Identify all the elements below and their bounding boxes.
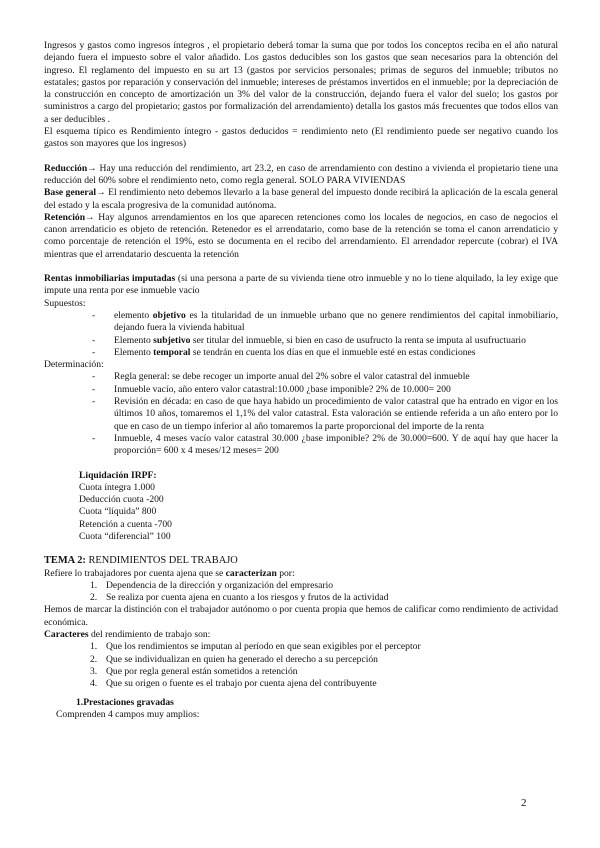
caracteres-list [44, 641, 558, 690]
supuestos-label: Supuestos: [44, 297, 86, 309]
liquidacion-line: Cuota íntegra 1.000 [79, 481, 155, 493]
liquidacion-line: Cuota “líquida” 800 [79, 506, 157, 518]
list-item: - Elemento subjetivo ser titular del inmueble, si bien en caso de usufructo la renta se imputa al usufructuario [44, 335, 558, 347]
rentas-term: Rentas inmobiliarias imputadas [44, 273, 176, 285]
caracteristicas-list [44, 580, 558, 605]
distincion-paragraph: Hemos de marcar la distinción con el trabajador autónomo o por cuenta propia que hemos de calificar como rendimiento de actividad económica. [44, 604, 558, 628]
esquema-paragraph: El esquema típico es Rendimiento íntegro - gastos deducidos = rendimiento neto (El rendimiento puede ser negativo cuando los gastos son mayores que los ingresos) [44, 126, 558, 150]
liquidacion-line: Retención a cuenta -700 [79, 518, 172, 530]
retencion-term: Retención [44, 211, 86, 223]
list-item: 1. Dependencia de la dirección y organización del empresario [90, 579, 334, 591]
supuestos-list [44, 310, 558, 359]
liquidacion-line: Deducción cuota -200 [79, 494, 164, 506]
determinacion-label: Determinación: [44, 359, 104, 371]
liquidacion-line: Cuota “diferencial” 100 [79, 530, 171, 542]
reduccion-paragraph: Reducción→ Hay una reducción del rendimiento, art 23.2, en caso de arrendamiento con destino a vivienda el propietario tiene una reducción del 60% sobre el rendimiento neto, como regla general. SOLO PARA VIVIENDAS [44, 162, 558, 186]
list-item: - elemento objetivo es la titularidad de un inmueble urbano que no genere rendimientos del capital inmobiliario, dejando fuera la vivienda habitual [44, 310, 558, 335]
tema2-heading: TEMA 2: RENDIMIENTOS DEL TRABAJO [44, 555, 238, 567]
refiere-paragraph: Refiere lo trabajadores por cuenta ajena que se caracterizan por: [44, 567, 295, 579]
retencion-paragraph: Retención→ Hay algunos arrendamientos en los que aparecen retenciones como los locales de negocios, en caso de negocios el canon arrendaticio es objeto de retención. Retenedor es el arrendatario, como base de la retención se toma el canon arrendaticio y como porcentaje de retención el 19%, esto se documenta en el recibo del arrendamiento. El arrendador repercute (cobrar) el IVA mientras que el arrendatario descuenta la retención [44, 211, 558, 260]
list-item: 2. Que se individualizan en quien ha generado el derecho a su percepción [90, 653, 378, 665]
list-item: - Revisión en década: en caso de que haya habido un procedimiento de valor catastral que ha entrado en vigor en los últimos 10 años, tomaremos el 1,1% del valor catastral. Esta valoración se entiende referida a un año entero por lo que en caso de un tiempo inferior al año tomaremos la parte proporcional del importe de la renta [44, 396, 558, 433]
base-general-term: Base general [44, 187, 97, 199]
rentas-paragraph: Rentas inmobiliarias imputadas (si una persona a parte de su vivienda tiene otro inmueble y no lo tiene alquilado, la ley exige que impute una renta por ese inmueble vacío [44, 273, 558, 297]
list-item: 4. Que su origen o fuente es el trabajo por cuenta ajena del contribuyente [90, 678, 377, 690]
page-number: 2 [521, 797, 527, 809]
list-item: 2. Se realiza por cuenta ajena en cuanto a los riesgos y frutos de la actividad [90, 592, 389, 604]
list-item: 3. Que por regla general están sometidos a retención [90, 665, 298, 677]
list-item: - Regla general: se debe recoger un importe anual del 2% sobre el valor catastral del inmueble [44, 371, 558, 383]
document-page [44, 40, 558, 721]
prestaciones-text: Comprenden 4 campos muy amplios: [56, 708, 200, 720]
list-item: - Inmueble vacío, año entero valor catastral:10.000 ¿base imponible? 2% de 10.000= 200 [44, 384, 558, 396]
base-general-paragraph: Base general→ El rendimiento neto debemos llevarlo a la base general del impuesto donde recibirá la aplicación de la escala general del estado y la escala progresiva de la comunidad autónoma. [44, 187, 558, 211]
intro-paragraph: Ingresos y gastos como ingresos íntegros , el propietario deberá tomar la suma que por todos los conceptos reciba en el año natural dejando fuera el impuesto sobre el valor añadido. Los gastos deducibles son los gastos que sean necesarios para la obtención del ingreso. El reglamento del impuesto en su art 13 (gastos por servicios personales; primas de seguros del inmueble; tributos no estatales; gastos por reparación y conservación del inmueble; intereses de préstamos invertidos en el inmueble; por la depreciación de la construcción en concepto de amortización un 3% del valor de la construcción, dejando fuera el valor del suelo; los gastos por suministros a cargo del propietario; gastos por formalización del arrendamiento) detalla los gastos más frecuentes que todos ellos van a ser deducibles . [44, 40, 558, 125]
determinacion-list [44, 371, 558, 457]
liquidacion-title: Liquidación IRPF: [79, 469, 157, 481]
list-item: - Elemento temporal se tendrán en cuenta los días en que el inmueble esté en estas condiciones [44, 347, 558, 359]
prestaciones-heading: 1.Prestaciones gravadas [76, 696, 174, 708]
list-item: - Inmueble, 4 meses vacío valor catastral 30.000 ¿base imponible? 2% de 30.000=600. Y de aquí hay que hacer la proporción= 600 x 4 meses/12 meses= 200 [44, 433, 558, 458]
liquidacion-block [44, 470, 558, 544]
caracteres-paragraph: Caracteres del rendimiento de trabajo son: [44, 629, 211, 641]
list-item: 1. Que los rendimientos se imputan al período en que sean exigibles por el perceptor [90, 641, 421, 653]
reduccion-term: Reducción→ [44, 162, 97, 174]
